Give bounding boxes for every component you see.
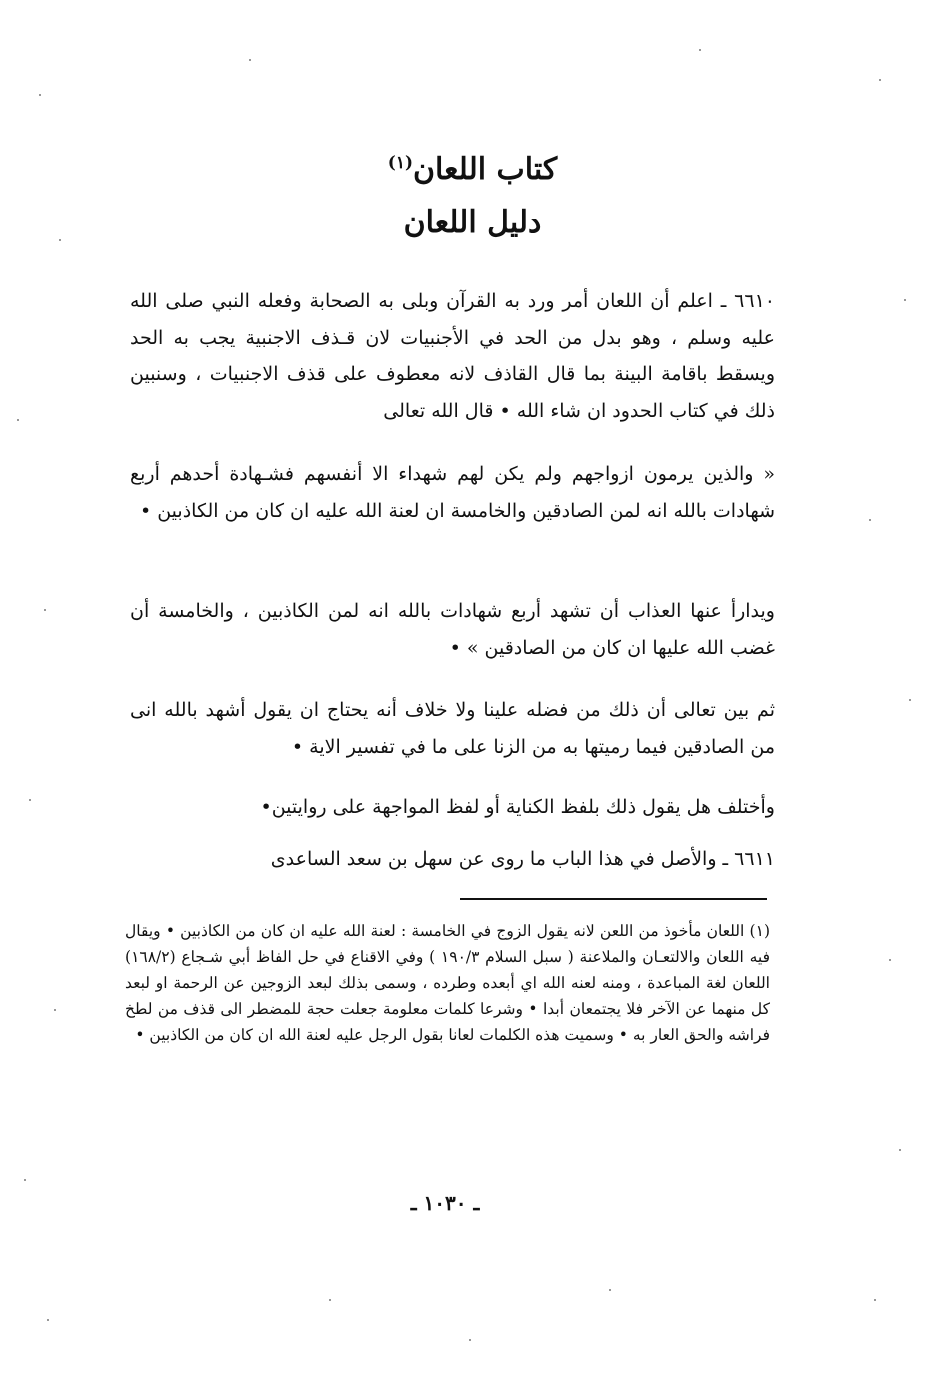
footnote-1: (١) اللعان مأخوذ من اللعن لانه يقول الزوج في الخامسة : لعنة الله عليه ان كان من الكاذبين • ويقال فيه اللعان والالتعـان والملاعنة ( سبل السلام ١٩٠/٣ ) وفي الاقناع في حل الفاظ أبي شـجاع (١٦٨/٢) اللعان لغة المباعدة ، ومنه لعنه الله اي أبعده وطرده ، وسمى بذلك لبعد الزوجين عن الرحمة او لبعد كل منهما عن الآخر فلا يجتمعان أبدا • وشرعا كلمات معلومة جعلت حجة للمضطر الى قذف من لطخ فراشه والحق العار به • وسميت هذه الكلمات لعانا بقول الرجل عليه لعنة الله ان كان من الكاذبين • <box>125 922 770 1044</box>
paragraph-6610: ٦٦١٠ ـ اعلم أن اللعان أمر ورد به القرآن وبلى به الصحابة وفعله النبي صلى الله عليه وسلم ، وهو بدل من الحد في الأجنبيات لان قـذف الاجنبية يجب به الحد ويسقط باقامة البينة بما قال القاذف لانه معطوف على قذف الاجنبيات ، وسنبين ذلك في كتاب الحدود ان شاء الله • قال الله تعالى <box>130 290 775 422</box>
paragraph-disagreement: وأختلف هل يقول ذلك بلفظ الكناية أو لفظ المواجهة على روايتين• <box>260 796 775 818</box>
section-title: دليل اللعان <box>403 205 542 240</box>
paragraph-6611: ٦٦١١ ـ والأصل في هذا الباب ما روى عن سهل بن سعد الساعدى <box>270 848 775 870</box>
page-number: ـ ١٠٣٠ ـ <box>410 1191 480 1215</box>
quran-quote-part-1: « والذين يرمون ازواجهم ولم يكن لهم شهداء الا أنفسهم فشـهادة أحدهم أربع شهادات بالله انه لمن الصادقين والخامسة ان لعنة الله عليه ان كان من الكاذبين • <box>130 463 775 522</box>
book-title <box>300 152 645 187</box>
book-title-text: كتاب اللعان <box>413 152 558 187</box>
footnote-divider <box>460 898 767 900</box>
paragraph-explanation: ثم بين تعالى أن ذلك من فضله علينا ولا خلاف أنه يحتاج ان يقول أشهد بالله انى من الصادقين فيما رميتها به من الزنا على ما في تفسير الاية • <box>130 699 775 758</box>
quran-quote-part-2: ويدارأ عنها العذاب أن تشهد أربع شهادات بالله انه لمن الكاذبين ، والخامسة أن غضب الله عليها ان كان من الصادقين » • <box>130 600 775 659</box>
footnote-marker: (١) <box>387 153 413 173</box>
